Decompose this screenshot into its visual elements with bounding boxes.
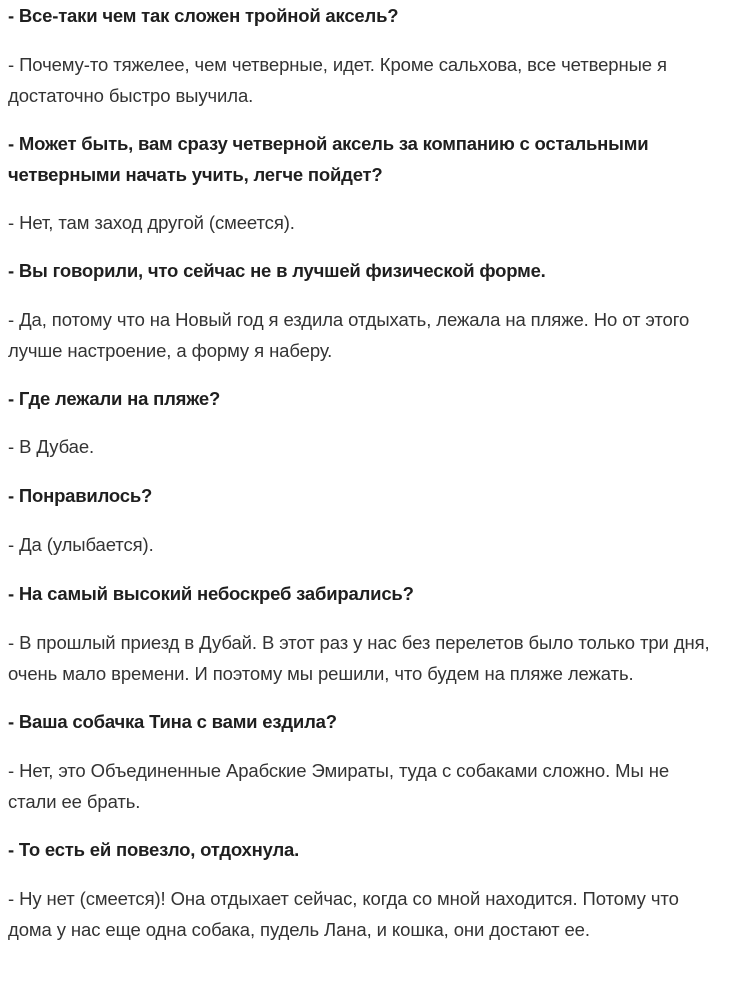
question-6: - На самый высокий небоскреб забирались? xyxy=(8,583,414,604)
answer-6: - В прошлый приезд в Дубай. В этот раз у нас без перелетов было только три дня, очень мало времени. И поэтому мы решили, что будем на пляже лежать. xyxy=(8,632,710,684)
question-2: - Может быть, вам сразу четверной аксель за компанию с остальными четверными начать учить, легче пойдет? xyxy=(8,133,649,185)
answer-8: - Ну нет (смеется)! Она отдыхает сейчас, когда со мной находится. Потому что дома у нас еще одна собака, пудель Лана, и кошка, они достают ее. xyxy=(8,888,679,940)
answer-3: - Да, потому что на Новый год я ездила отдыхать, лежала на пляже. Но от этого лучше настроение, а форму я наберу. xyxy=(8,309,690,361)
question-1: - Все-таки чем так сложен тройной аксель? xyxy=(8,5,399,26)
answer-4: - В Дубае. xyxy=(8,436,95,457)
question-8: - То есть ей повезло, отдохнула. xyxy=(8,839,300,860)
question-7: - Ваша собачка Тина с вами ездила? xyxy=(8,711,337,732)
question-3: - Вы говорили, что сейчас не в лучшей физической форме. xyxy=(8,260,546,281)
answer-2: - Нет, там заход другой (смеется). xyxy=(8,212,295,233)
answer-5: - Да (улыбается). xyxy=(8,534,154,555)
question-4: - Где лежали на пляже? xyxy=(8,388,221,409)
answer-1: - Почему-то тяжелее, чем четверные, идет. Кроме сальхова, все четверные я достаточно быстро выучила. xyxy=(8,54,667,106)
answer-7: - Нет, это Объединенные Арабские Эмираты, туда с собаками сложно. Мы не стали ее брать. xyxy=(8,760,670,812)
question-5: - Понравилось? xyxy=(8,485,153,506)
